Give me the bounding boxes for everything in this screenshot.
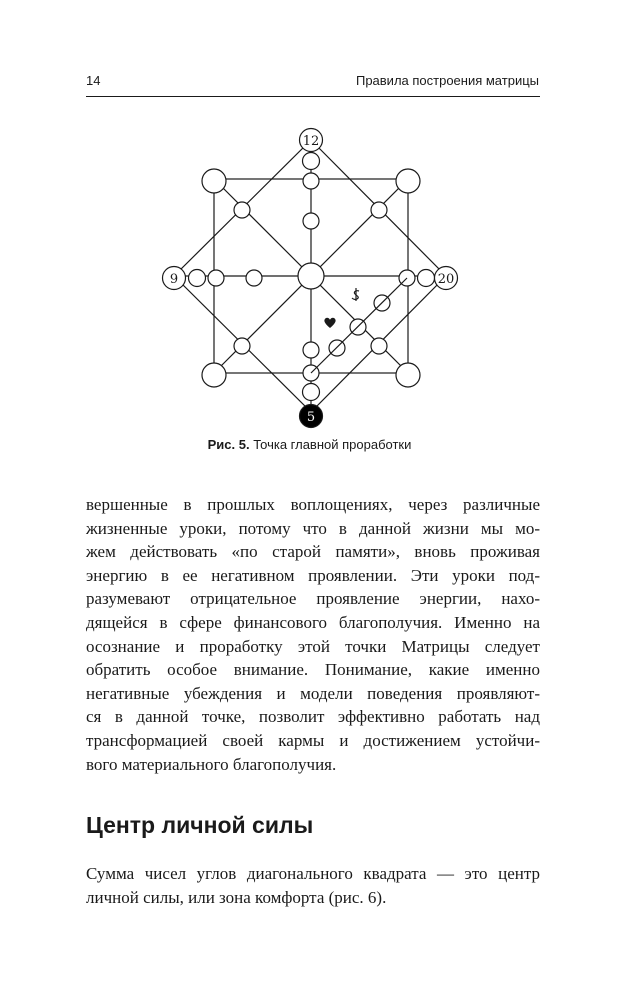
dollar-icon: [352, 288, 359, 301]
label-bottom-number: 5: [306, 410, 316, 425]
body-line: жем действовать «по старой памяти», вновь проживая: [86, 542, 540, 562]
body-line: разумевают отрицательное проявление энергии, нахо-: [86, 589, 540, 609]
body-line: негативные убеждения и модели поведения проявляют-: [86, 683, 540, 703]
center-node: [298, 263, 324, 289]
node-left-3: [246, 270, 262, 286]
section-heading: Центр личной силы: [86, 812, 314, 838]
node-diag-bl: [234, 338, 250, 354]
corner-node-bottom-left: [202, 363, 226, 387]
label-right-number: 20: [437, 272, 455, 287]
node-top-1: [303, 153, 320, 170]
money-line: [311, 278, 407, 373]
body-line: обратить особое внимание. Понимание, какие именно: [86, 660, 540, 680]
body-line: дящейся в сфере финансового благополучия. Именно на: [86, 612, 540, 632]
caption-text: Точка главной проработки: [253, 437, 412, 452]
body-line: вершенные в прошлых воплощениях, через различные: [86, 495, 540, 514]
node-left-2: [208, 270, 224, 286]
running-head-title: Правила построения матрицы: [355, 73, 539, 88]
body-line: осознание и проработку этой точки Матрицы следует: [86, 636, 540, 656]
node-diag-br: [371, 338, 387, 354]
section-paragraph: [86, 862, 540, 909]
corner-node-top-left: [202, 169, 226, 193]
node-diag-tl: [234, 202, 250, 218]
node-top-3: [303, 213, 319, 229]
body-line: вого материального благополучия.: [86, 754, 337, 774]
page-number: 14: [86, 73, 101, 88]
body-paragraph: [86, 493, 540, 776]
body-line: ся в данной точке, позволит эффективно работать над: [86, 707, 540, 727]
header-rule: [86, 96, 540, 97]
body-line: трансформацией своей кармы и достижением устойчи-: [86, 730, 540, 750]
node-diag-tr: [371, 202, 387, 218]
corner-node-top-right: [396, 169, 420, 193]
body-line: жизненные уроки, потому что в данной жизни мы мо-: [86, 518, 540, 538]
node-top-2: [303, 173, 319, 189]
body-line: энергию в ее негативном проявлении. Эти уроки под-: [86, 565, 540, 585]
node-bottom-1: [303, 342, 319, 358]
section-line: Сумма чисел углов диагонального квадрата — это центр: [86, 864, 540, 883]
corner-node-bottom-right: [396, 363, 420, 387]
label-left-number: 9: [169, 272, 179, 287]
heart-icon: [324, 318, 335, 328]
node-bottom-3: [303, 384, 320, 401]
figure-caption: [0, 437, 619, 452]
label-top-number: 12: [302, 134, 320, 149]
matrix-diagram: [150, 120, 470, 440]
section-line: личной силы, или зона комфорта (рис. 6).: [86, 887, 387, 907]
node-right-2: [418, 270, 435, 287]
caption-prefix: Рис. 5.: [207, 437, 250, 452]
node-left-1: [189, 270, 206, 287]
matrix-diagram-svg: [150, 120, 470, 440]
